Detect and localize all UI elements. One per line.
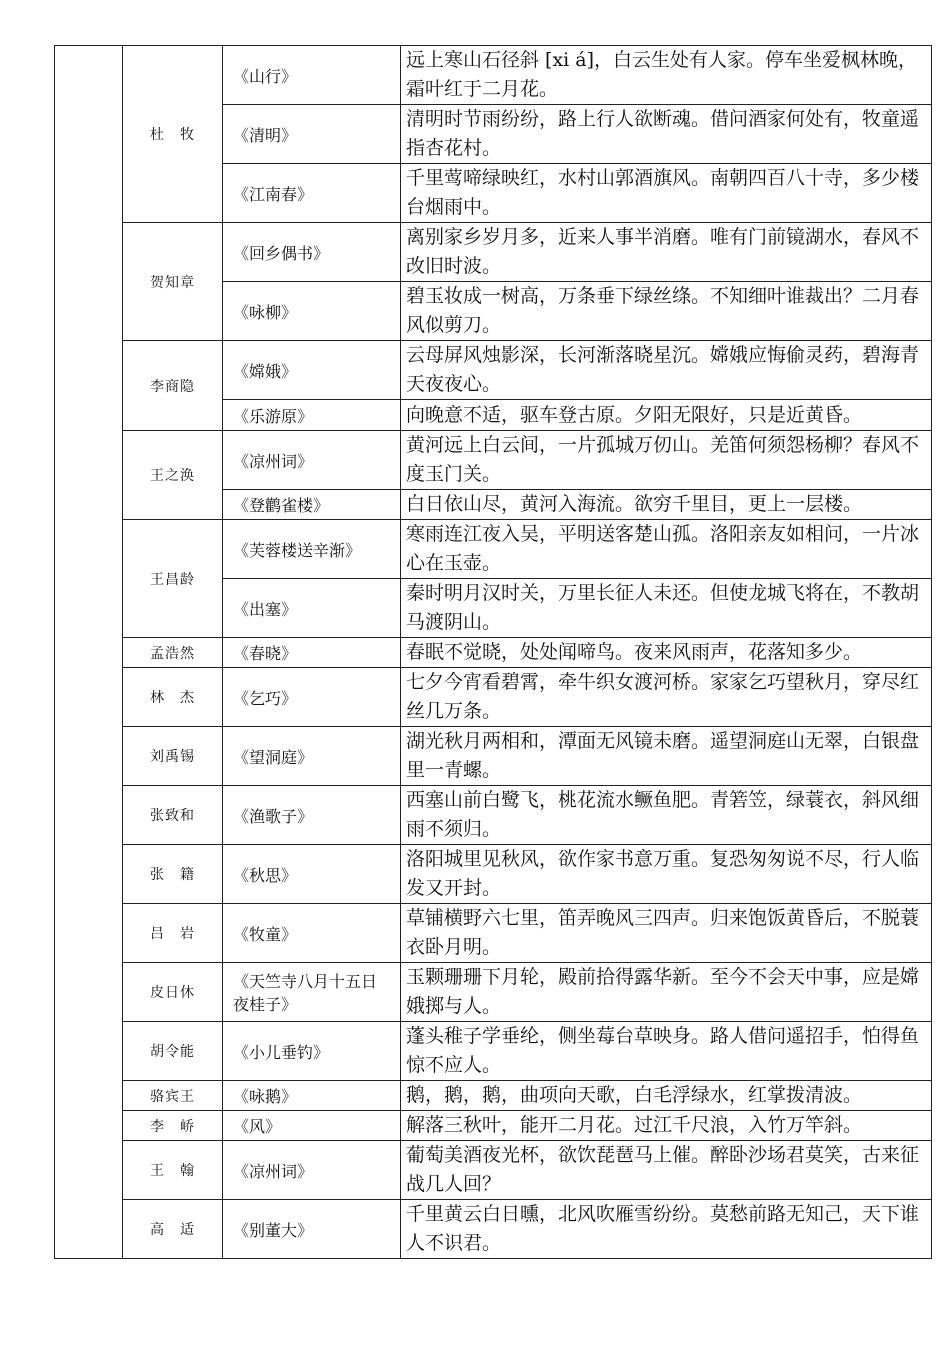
table-row [55, 223, 932, 282]
table-row [55, 963, 932, 1022]
author-cell: 皮日休 [123, 963, 223, 1022]
author-cell: 王昌龄 [123, 520, 223, 638]
poem-text: 草铺横野六七里，笛弄晚风三四声。归来饱饭黄昏后，不脱蓑衣卧月明。 [401, 904, 932, 963]
poem-text: 葡萄美酒夜光杯，欲饮琵琶马上催。醉卧沙场君莫笑，古来征战几人回？ [401, 1141, 932, 1200]
poem-title: 《春晓》 [223, 638, 401, 668]
poem-title: 《凉州词》 [223, 431, 401, 490]
poem-title: 《山行》 [223, 46, 401, 105]
author-cell: 刘禹锡 [123, 727, 223, 786]
poem-title: 《清明》 [223, 105, 401, 164]
poem-text: 寒雨连江夜入吴，平明送客楚山孤。洛阳亲友如相问，一片冰心在玉壶。 [401, 520, 932, 579]
table-row [55, 431, 932, 490]
poem-text: 云母屏风烛影深，长河渐落晓星沉。嫦娥应悔偷灵药，碧海青天夜夜心。 [401, 341, 932, 400]
poem-text: 清明时节雨纷纷，路上行人欲断魂。借问酒家何处有，牧童遥指杏花村。 [401, 105, 932, 164]
poem-text: 七夕今宵看碧霄，牵牛织女渡河桥。家家乞巧望秋月，穿尽红丝几万条。 [401, 668, 932, 727]
poem-title: 《乞巧》 [223, 668, 401, 727]
poem-text: 湖光秋月两相和，潭面无风镜未磨。遥望洞庭山无翠，白银盘里一青螺。 [401, 727, 932, 786]
poem-text: 秦时明月汉时关，万里长征人未还。但使龙城飞将在，不教胡马渡阴山。 [401, 579, 932, 638]
poem-title: 《江南春》 [223, 164, 401, 223]
table-row [55, 727, 932, 786]
poem-title: 《天竺寺八月十五日夜桂子》 [223, 963, 401, 1022]
table-row [55, 638, 932, 668]
table-row [55, 1200, 932, 1259]
poem-text: 碧玉妆成一树高，万条垂下绿丝绦。不知细叶谁裁出？二月春风似剪刀。 [401, 282, 932, 341]
author-cell: 王 翰 [123, 1141, 223, 1200]
poem-title: 《秋思》 [223, 845, 401, 904]
author-cell: 林 杰 [123, 668, 223, 727]
poem-title: 《渔歌子》 [223, 786, 401, 845]
author-cell: 高 适 [123, 1200, 223, 1259]
author-cell: 吕 岩 [123, 904, 223, 963]
table-row [55, 786, 932, 845]
poem-text: 白日依山尽，黄河入海流。欲穷千里目，更上一层楼。 [401, 490, 932, 520]
poem-title: 《出塞》 [223, 579, 401, 638]
table-row [55, 520, 932, 579]
poem-title: 《乐游原》 [223, 400, 401, 431]
poem-title: 《望洞庭》 [223, 727, 401, 786]
poem-title: 《别董大》 [223, 1200, 401, 1259]
author-cell: 李 峤 [123, 1111, 223, 1141]
poem-text: 西塞山前白鹭飞，桃花流水鳜鱼肥。青箬笠，绿蓑衣，斜风细雨不须归。 [401, 786, 932, 845]
poem-text: 春眠不觉晓，处处闻啼鸟。夜来风雨声，花落知多少。 [401, 638, 932, 668]
poem-text: 鹅，鹅，鹅，曲项向天歌，白毛浮绿水，红掌拨清波。 [401, 1081, 932, 1111]
poem-text: 洛阳城里见秋风，欲作家书意万重。复恐匆匆说不尽，行人临发又开封。 [401, 845, 932, 904]
poem-title: 《芙蓉楼送辛渐》 [223, 520, 401, 579]
poem-title: 《嫦娥》 [223, 341, 401, 400]
author-cell: 杜 牧 [123, 46, 223, 223]
author-cell: 贺知章 [123, 223, 223, 341]
poem-text: 千里黄云白日曛，北风吹雁雪纷纷。莫愁前路无知己，天下谁人不识君。 [401, 1200, 932, 1259]
author-cell: 骆宾王 [123, 1081, 223, 1111]
author-cell: 李商隐 [123, 341, 223, 431]
poem-title: 《回乡偶书》 [223, 223, 401, 282]
poem-text: 玉颗珊珊下月轮，殿前拾得露华新。至今不会天中事，应是嫦娥掷与人。 [401, 963, 932, 1022]
poem-text: 远上寒山石径斜 [xi á]，白云生处有人家。停车坐爱枫林晚，霜叶红于二月花。 [401, 46, 932, 105]
poem-title: 《登鹳雀楼》 [223, 490, 401, 520]
table-row [55, 845, 932, 904]
poem-text: 蓬头稚子学垂纶，侧坐莓台草映身。路人借问遥招手，怕得鱼惊不应人。 [401, 1022, 932, 1081]
author-cell: 孟浩然 [123, 638, 223, 668]
table-row [55, 1111, 932, 1141]
poem-title: 《咏鹅》 [223, 1081, 401, 1111]
blank-column [55, 46, 123, 1259]
author-cell: 张 籍 [123, 845, 223, 904]
poem-title: 《凉州词》 [223, 1141, 401, 1200]
poem-text: 解落三秋叶，能开二月花。过江千尺浪，入竹万竿斜。 [401, 1111, 932, 1141]
table-row [55, 668, 932, 727]
table-row [55, 1081, 932, 1111]
poem-title: 《小儿垂钓》 [223, 1022, 401, 1081]
table-row [55, 904, 932, 963]
poem-title: 《风》 [223, 1111, 401, 1141]
author-cell: 张致和 [123, 786, 223, 845]
poem-table [54, 45, 932, 1259]
poem-title: 《咏柳》 [223, 282, 401, 341]
table-row [55, 46, 932, 105]
author-cell: 王之涣 [123, 431, 223, 520]
author-cell: 胡令能 [123, 1022, 223, 1081]
poem-text: 离别家乡岁月多，近来人事半消磨。唯有门前镜湖水，春风不改旧时波。 [401, 223, 932, 282]
poem-title: 《牧童》 [223, 904, 401, 963]
poem-text: 千里莺啼绿映红，水村山郭酒旗风。南朝四百八十寺，多少楼台烟雨中。 [401, 164, 932, 223]
table-row [55, 341, 932, 400]
poem-text: 向晚意不适，驱车登古原。夕阳无限好，只是近黄昏。 [401, 400, 932, 431]
poem-text: 黄河远上白云间，一片孤城万仞山。羌笛何须怨杨柳？春风不度玉门关。 [401, 431, 932, 490]
table-row [55, 1141, 932, 1200]
table-row [55, 1022, 932, 1081]
